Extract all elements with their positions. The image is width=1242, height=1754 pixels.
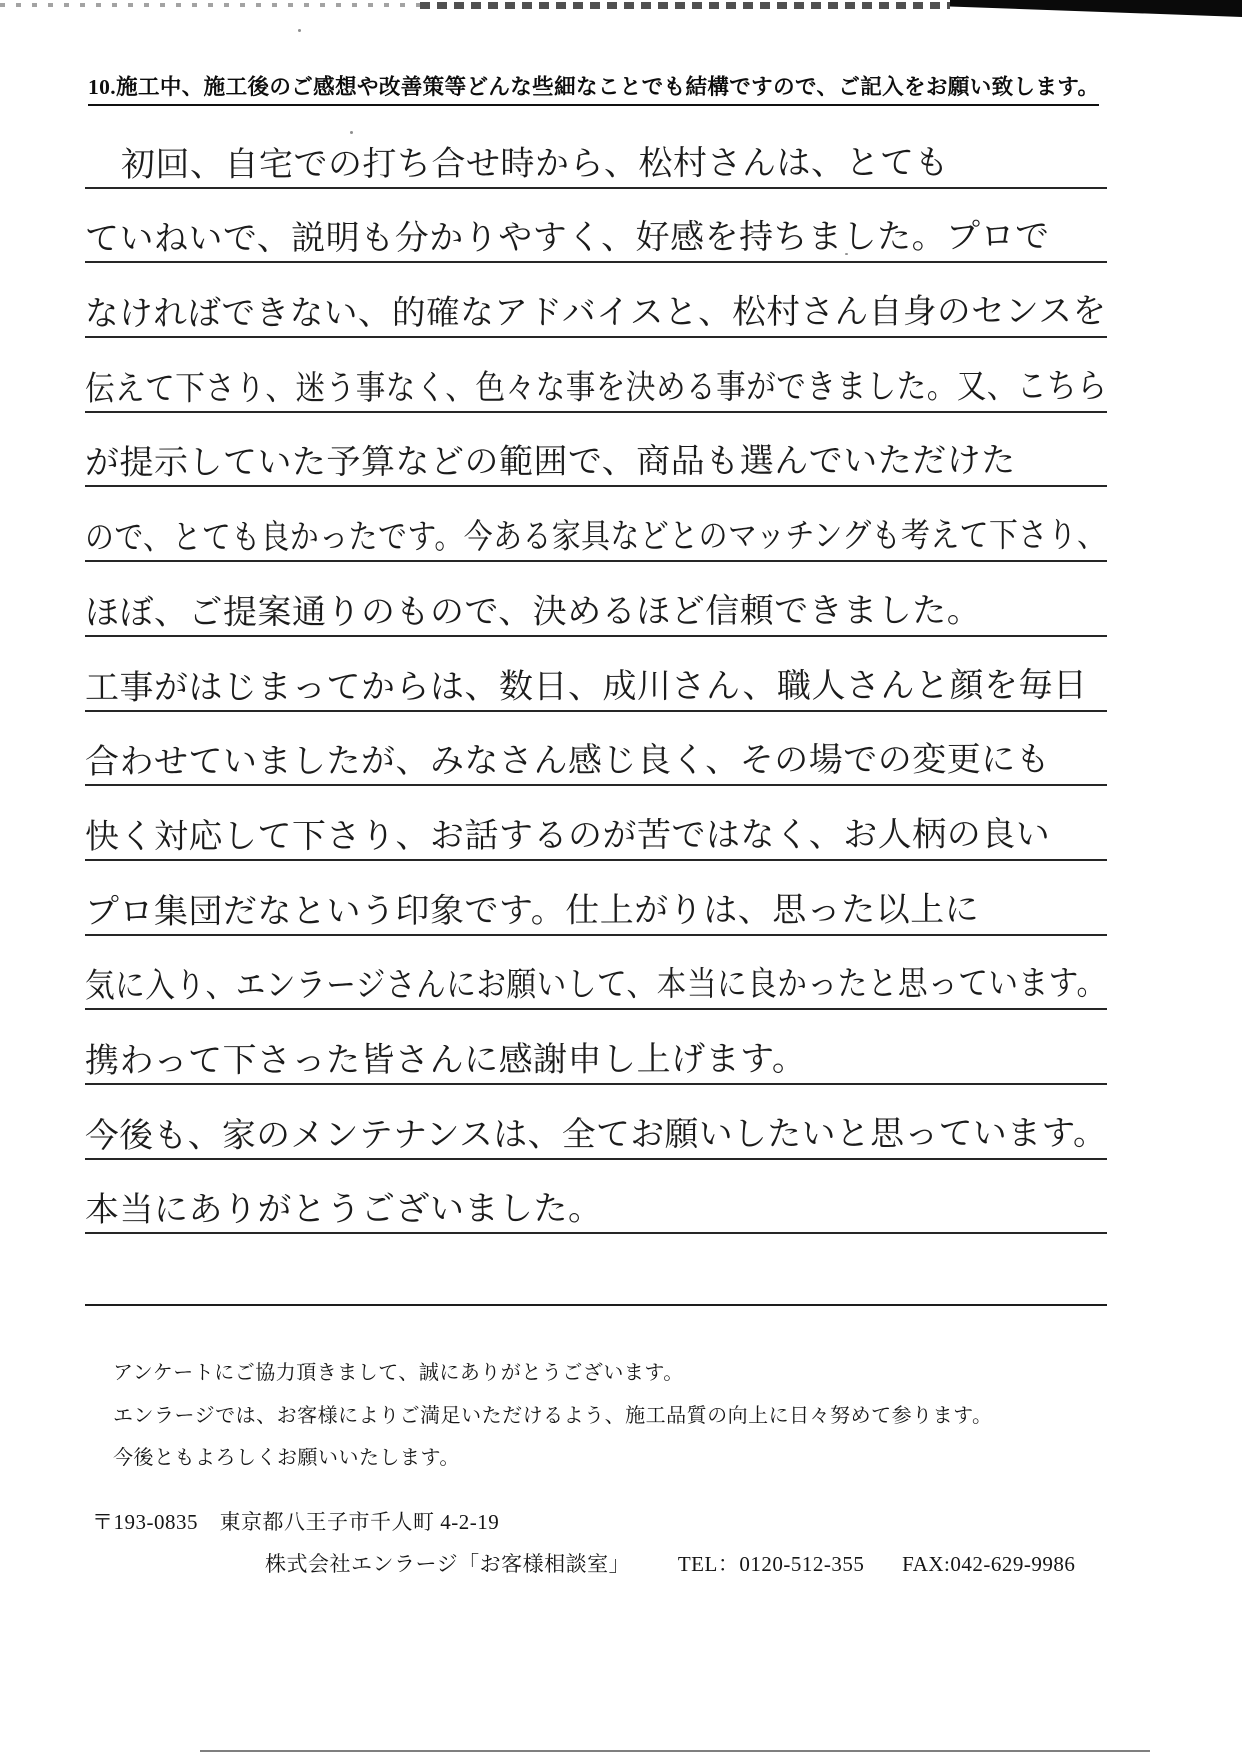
scan-noise-top-right: [950, 0, 1242, 17]
handwriting-line: [85, 786, 1107, 861]
handwriting-text: 気に入り、エンラージさんにお願いして、本当に良かったと思っています。: [84, 963, 1107, 1007]
handwriting-line: [85, 114, 1107, 189]
handwriting-text: 工事がはじまってからは、数日、成川さん、職人さんと顔を毎日: [84, 664, 1088, 708]
handwriting-line-empty: [85, 1234, 1107, 1306]
scan-noise-bottom: [200, 1750, 1150, 1752]
handwriting-text: 伝えて下さり、迷う事なく、色々な事を決める事ができました。又、こちら: [84, 366, 1108, 409]
handwriting-text: ので、とても良かったです。今ある家具などとのマッチングも考えて下さり、: [84, 515, 1107, 559]
scan-noise-top-left: [0, 3, 420, 7]
footer-thanks-paragraph: [113, 1352, 993, 1480]
handwriting-text: 携わって下さった皆さんに感謝申し上げます。: [84, 1039, 807, 1081]
fax-number: FAX:042-629-9986: [902, 1552, 1076, 1576]
handwriting-text: ほぼ、ご提案通りのもので、決めるほど信頼できました。: [84, 590, 982, 633]
handwriting-line: [85, 712, 1107, 787]
handwriting-line: [85, 562, 1107, 637]
scan-noise-top-middle: [420, 2, 950, 9]
handwriting-line: [85, 189, 1107, 264]
handwriting-line: [85, 936, 1107, 1011]
company-name: 株式会社エンラージ「お客様相談室」: [265, 1552, 631, 1576]
tel-number: TEL：0120-512-355: [677, 1552, 865, 1576]
handwriting-text: プロ集団だなという印象です。仕上がりは、思った以上に: [84, 889, 980, 932]
handwritten-answer-area: [85, 114, 1107, 1306]
company-contact-line: [265, 1548, 1075, 1578]
handwriting-line: [85, 637, 1107, 712]
handwriting-line: [85, 413, 1107, 488]
postal-address: 〒193-0835 東京都八王子市千人町 4-2-19: [92, 1510, 500, 1534]
handwriting-line: [85, 861, 1107, 936]
handwriting-text: 今後も、家のメンテナンスは、全てお願いしたいと思っています。: [84, 1112, 1108, 1156]
question-10-header: 10.施工中、施工後のご感想や改善策等どんな些細なことでも結構ですので、ご記入をお願い致します。: [88, 70, 1099, 106]
handwriting-line: [85, 1010, 1107, 1085]
scan-speck: [298, 29, 301, 32]
footer-thanks-line-2: エンラージでは、お客様によりご満足いただけるよう、施工品質の向上に日々努めて参ります。: [113, 1404, 993, 1427]
handwriting-text: 本当にありがとうございました。: [84, 1188, 603, 1231]
handwriting-text: 合わせていましたが、みなさん感じ良く、その場での変更にも: [84, 739, 1051, 783]
handwriting-line: [85, 1160, 1107, 1235]
handwriting-line: [85, 1085, 1107, 1160]
handwriting-text: 快く対応して下さり、お話するのが苦ではなく、お人柄の良い: [84, 814, 1051, 857]
handwriting-line: [85, 338, 1107, 413]
handwriting-text: ていねいで、説明も分かりやすく、好感を持ちました。プロで: [84, 216, 1050, 260]
handwriting-text: なければできない、的確なアドバイスと、松村さん自身のセンスを: [84, 291, 1107, 335]
handwriting-text: 初回、自宅での打ち合せ時から、松村さんは、とても: [120, 142, 949, 185]
handwriting-line: [85, 263, 1107, 338]
handwriting-line: [85, 487, 1107, 562]
footer-thanks-line-3: 今後ともよろしくお願いいたします。: [113, 1447, 460, 1469]
footer-thanks-line-1: アンケートにご協力頂きまして、誠にありがとうございます。: [113, 1362, 684, 1384]
handwriting-text: が提示していた予算などの範囲で、商品も選んでいただけた: [84, 441, 1016, 484]
